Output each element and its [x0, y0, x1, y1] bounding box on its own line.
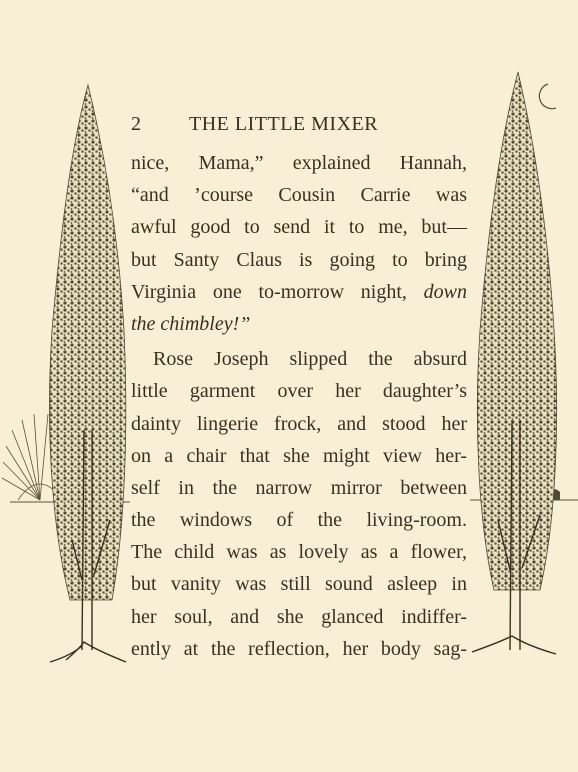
- text-line: the chimbley!”: [131, 312, 251, 335]
- crescent-moon: [539, 84, 556, 109]
- page-number: 2: [131, 113, 142, 135]
- text-line: The child was as lovely as a flower,: [131, 541, 467, 564]
- text-line: dainty lingerie frock, and stood her: [131, 412, 467, 435]
- left-tree: [2, 85, 130, 662]
- text-line: awful good to send it to me, but—: [131, 216, 467, 239]
- text-line: “and ’course Cousin Carrie was: [131, 184, 467, 207]
- text-line: nice, Mama,” explained Hannah,: [131, 152, 467, 174]
- text-line: her soul, and she glanced indiffer-: [131, 605, 467, 628]
- body-text: [131, 147, 467, 665]
- text-line: but vanity was still sound asleep in: [131, 573, 467, 596]
- right-tree: [470, 72, 578, 654]
- text-line: but Santy Claus is going to bring: [131, 248, 467, 271]
- text-line: Virginia one to-morrow night, down: [131, 280, 467, 303]
- text-line: on a chair that she might view her-: [131, 444, 467, 467]
- paragraph: [131, 147, 467, 340]
- text-line: Rose Joseph slipped the absurd: [153, 348, 467, 371]
- running-title: THE LITTLE MIXER: [189, 113, 379, 135]
- text-line: ently at the reflection, her body sag-: [131, 637, 467, 660]
- paragraph: [131, 343, 467, 665]
- text-line: self in the narrow mirror between: [131, 476, 467, 499]
- text-line: the windows of the living-room.: [131, 509, 467, 532]
- text-line: little garment over her daughter’s: [131, 380, 467, 403]
